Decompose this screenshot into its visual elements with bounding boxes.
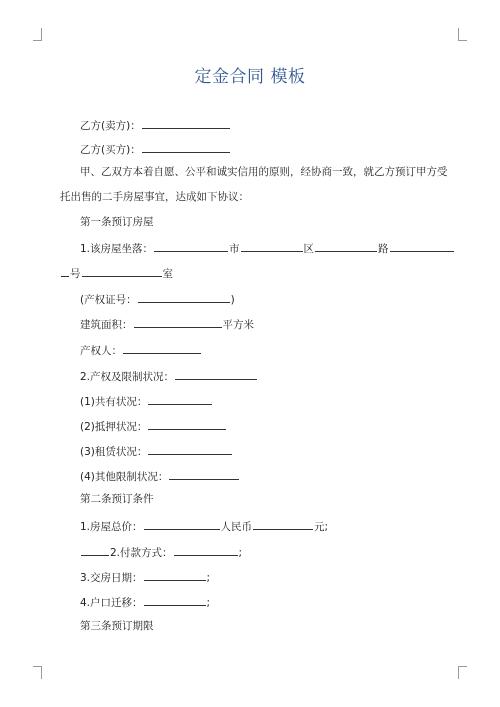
price-blank [144, 518, 220, 530]
limit-blank [175, 368, 257, 380]
seller-blank [142, 117, 230, 129]
payment-blank [174, 544, 238, 556]
number-label: 号 [70, 268, 81, 280]
mortgage-blank [148, 418, 226, 430]
crop-mark-bottom-left [33, 666, 42, 679]
payment-end: ; [238, 547, 243, 559]
delivery-end: ; [206, 572, 211, 584]
common-line [80, 393, 213, 409]
owner-line [80, 342, 202, 358]
mortgage-line [80, 418, 227, 434]
buyer-blank [142, 141, 230, 153]
district-label: 区 [303, 243, 315, 255]
payment-label: 2.付款方式： [110, 547, 173, 559]
area-blank [134, 316, 222, 328]
common-label: (1)共有状况： [80, 396, 148, 408]
seller-label: 乙方(卖方)： [80, 120, 141, 132]
lease-label: (3)租赁状况： [80, 446, 148, 458]
hukou-blank [144, 594, 206, 606]
room-blank [82, 265, 162, 277]
city-label: 市 [229, 243, 240, 255]
common-blank [148, 393, 212, 405]
other-line [80, 468, 240, 484]
owner-label: 产权人： [80, 345, 122, 357]
number-room-line [60, 265, 173, 281]
limit-line [80, 368, 258, 384]
city-blank [154, 240, 228, 252]
road-blank [315, 240, 377, 252]
delivery-label: 3.交房日期： [80, 572, 143, 584]
crop-mark-bottom-right [458, 666, 467, 679]
price-unit: 人民币 [220, 521, 253, 533]
delivery-line [80, 569, 210, 585]
crop-mark-top-right [458, 28, 467, 41]
hukou-line [80, 594, 210, 610]
certificate-label: (产权证号： [80, 294, 137, 306]
payment-line [80, 544, 242, 560]
road-trailing-blank [390, 240, 454, 252]
lease-line [80, 443, 233, 459]
owner-blank [123, 342, 201, 354]
location-line [80, 240, 455, 256]
hukou-label: 4.户口迁移： [80, 597, 143, 609]
certificate-line [80, 291, 235, 307]
article-3-heading: 第三条预订期限 [80, 620, 154, 632]
seller-line [80, 117, 231, 133]
delivery-blank [144, 569, 206, 581]
buyer-line [80, 141, 231, 157]
area-unit: 平方米 [222, 319, 254, 331]
area-label: 建筑面积： [80, 319, 133, 331]
lease-blank [148, 443, 232, 455]
price-yuan: 元; [314, 521, 329, 533]
crop-mark-top-left [33, 28, 42, 41]
price-line [80, 518, 328, 534]
area-line [80, 316, 254, 332]
article-1-heading: 第一条预订房屋 [80, 216, 154, 228]
room-label: 室 [162, 268, 173, 280]
certificate-close: ) [230, 294, 235, 306]
intro-line-1: 甲、乙双方本着自愿、公平和诚实信用的原则，经协商一致，就乙方预订甲方受 [80, 166, 448, 178]
limit-label: 2.产权及限制状况： [80, 371, 175, 383]
intro-line-2: 托出售的二手房屋事宜，达成如下协议： [60, 191, 249, 203]
payment-lead-blank [81, 544, 109, 556]
number-blank [61, 265, 69, 277]
price-yuan-blank [253, 518, 313, 530]
district-blank [241, 240, 303, 252]
other-blank [169, 468, 239, 480]
location-label: 1.该房屋坐落： [80, 243, 154, 255]
other-label: (4)其他限制状况： [80, 471, 169, 483]
price-label: 1.房屋总价： [80, 521, 143, 533]
buyer-label: 乙方(买方)： [80, 144, 141, 156]
document-title: 定金合同 模板 [194, 67, 306, 87]
article-2-heading: 第二条预订条件 [80, 493, 154, 505]
certificate-blank [138, 291, 230, 303]
mortgage-label: (2)抵押状况： [80, 421, 148, 433]
hukou-end: ; [206, 597, 211, 609]
road-label: 路 [378, 243, 389, 255]
